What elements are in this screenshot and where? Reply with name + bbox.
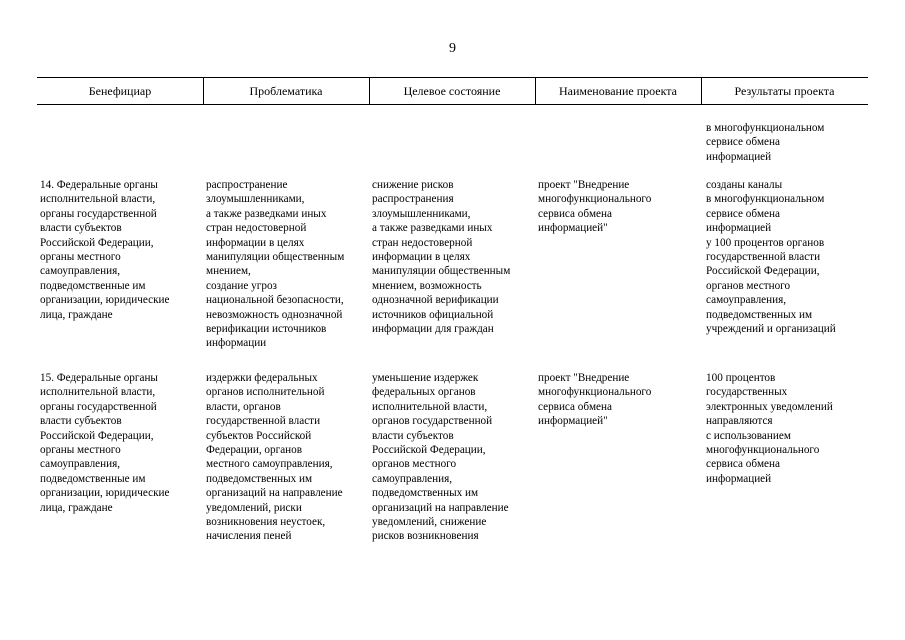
project-name-cell: проект "Внедрение многофункционального сервиса обмена информацией"	[538, 179, 652, 235]
target-state-cell: снижение рисков распространения злоумышленниками, а также разведками иных стран недостоверной информации в целях манипуляции общественным мнением, возможность однозначной верификации источников официальной информации для граждан	[372, 179, 511, 336]
beneficiary-cell: 14. Федеральные органы исполнительной власти, органы государственной власти субъектов Российской Федерации, органы местного самоуправления, подведомственные им организации, юридические лица, граждане	[40, 179, 170, 321]
table-header-bottom-rule	[37, 104, 868, 105]
beneficiary-cell: 15. Федеральные органы исполнительной власти, органы государственной власти субъектов Российской Федерации, органы местного самоуправления, подведомственные им организации, юридические лица, граждане	[40, 372, 170, 514]
header-project-results: Результаты проекта	[734, 83, 835, 98]
header-target-state: Целевое состояние	[403, 83, 501, 98]
target-state-cell: уменьшение издержек федеральных органов исполнительной власти, органов государственной власти субъектов Российской Федерации, органов местного самоуправления, подведомственных им организаций на направление уведомлений, снижение рисков возникновения	[372, 372, 509, 543]
project-name-cell: проект "Внедрение многофункционального сервиса обмена информацией"	[538, 372, 652, 428]
page-number: 9	[449, 41, 456, 56]
project-results-cell: созданы каналы в многофункциональном сервисе обмена информацией у 100 процентов органов государственной власти Российской Федерации, органов местного самоуправления, подведомственных им учреждений и организаций	[706, 179, 836, 336]
problem-cell: распространение злоумышленниками, а также разведками иных стран недостоверной информации в целях манипуляции общественным мнением, создание угроз национальной безопасности, невозможность однозначной верификации источников информации	[206, 179, 345, 350]
header-project-name: Наименование проекта	[558, 83, 678, 98]
header-problem: Проблематика	[249, 83, 323, 98]
header-beneficiary: Бенефициар	[88, 83, 152, 98]
project-results-cell: 100 процентов государственных электронных уведомлений направляются с использованием многофункционального сервиса обмена информацией	[706, 372, 833, 485]
continuation-results-cell: в многофункциональном сервисе обмена информацией	[706, 122, 825, 163]
problem-cell: издержки федеральных органов исполнительной власти, органов государственной власти субъектов Российской Федерации, органов местного самоуправления, подведомственных им организаций на направление уведомлений, риски возникновения неустоек, начисления пеней	[206, 372, 343, 543]
